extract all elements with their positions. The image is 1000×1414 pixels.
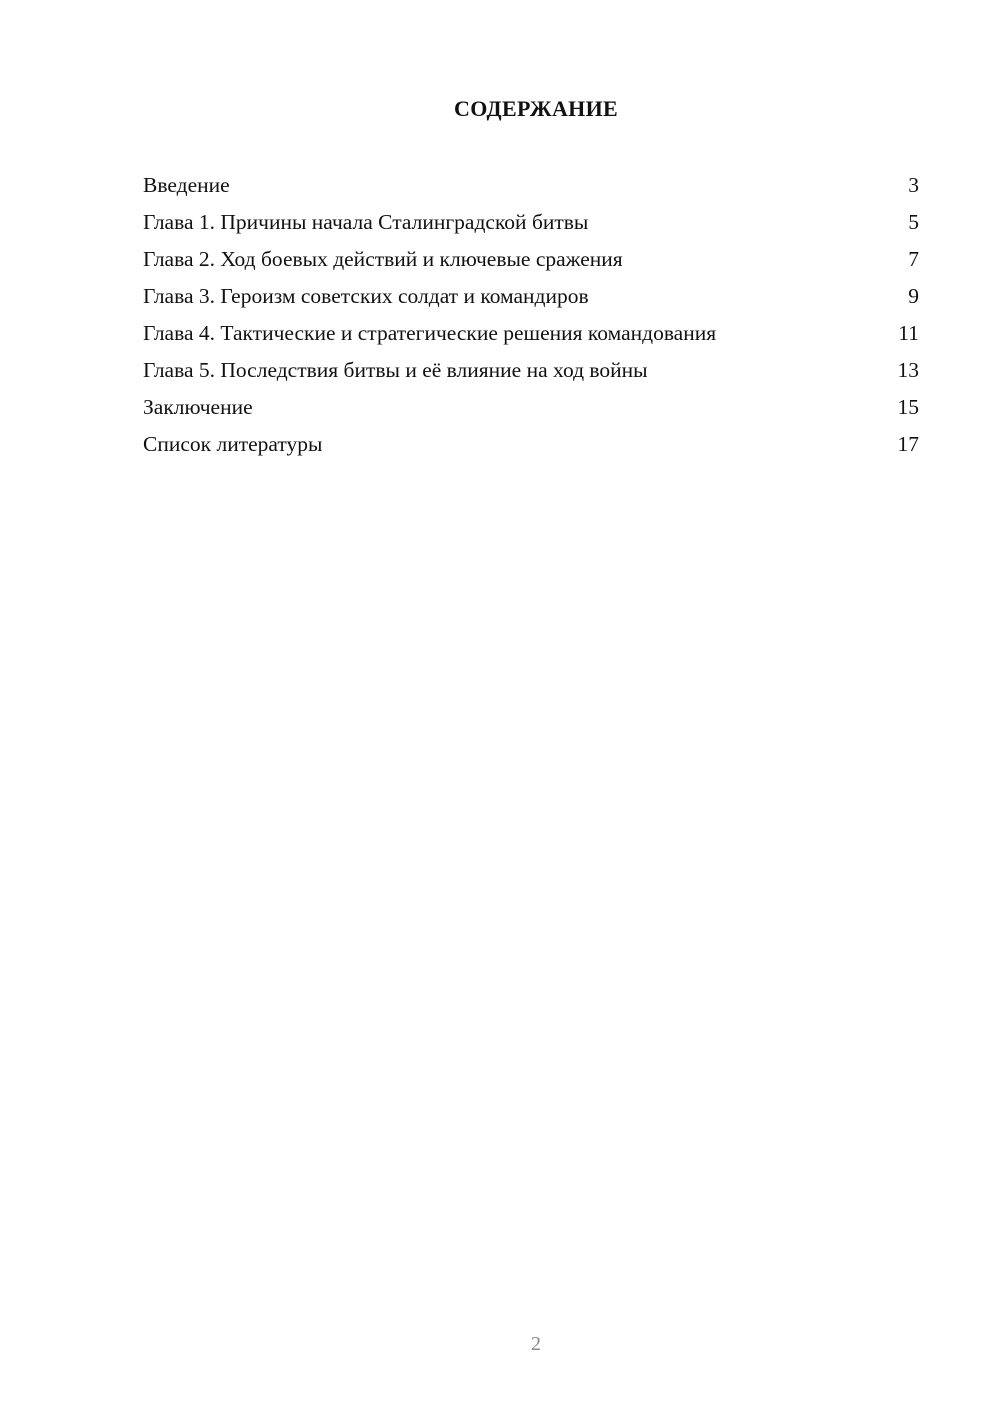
toc-entry <box>143 353 919 390</box>
toc-entry <box>143 242 919 279</box>
toc-entry-page: 7 <box>908 247 919 271</box>
toc-entry-page: 15 <box>897 395 919 419</box>
toc-entry <box>143 205 919 242</box>
toc-entry-page: 13 <box>897 358 919 382</box>
toc-entry-page: 11 <box>898 321 919 345</box>
table-of-contents <box>143 168 919 464</box>
toc-entry <box>143 168 919 205</box>
toc-entry-label: Заключение <box>143 395 253 419</box>
page-number: 2 <box>531 1333 541 1355</box>
toc-entry <box>143 279 919 316</box>
toc-entry-page: 3 <box>908 173 919 197</box>
toc-entry-label: Глава 1. Причины начала Сталинградской битвы <box>143 210 589 234</box>
toc-entry <box>143 316 919 353</box>
toc-entry-label: Введение <box>143 173 230 197</box>
toc-entry <box>143 390 919 427</box>
toc-entry-page: 9 <box>908 284 919 308</box>
toc-entry-label: Список литературы <box>143 432 323 456</box>
toc-entry-label: Глава 2. Ход боевых действий и ключевые сражения <box>143 247 623 271</box>
toc-entry-label: Глава 3. Героизм советских солдат и командиров <box>143 284 589 308</box>
toc-entry-page: 17 <box>897 432 919 456</box>
toc-entry <box>143 427 919 464</box>
toc-entry-label: Глава 5. Последствия битвы и её влияние на ход войны <box>143 358 648 382</box>
toc-entry-label: Глава 4. Тактические и стратегические решения командования <box>143 321 717 345</box>
toc-entry-page: 5 <box>908 210 919 234</box>
page-title: СОДЕРЖАНИЕ <box>454 96 618 121</box>
